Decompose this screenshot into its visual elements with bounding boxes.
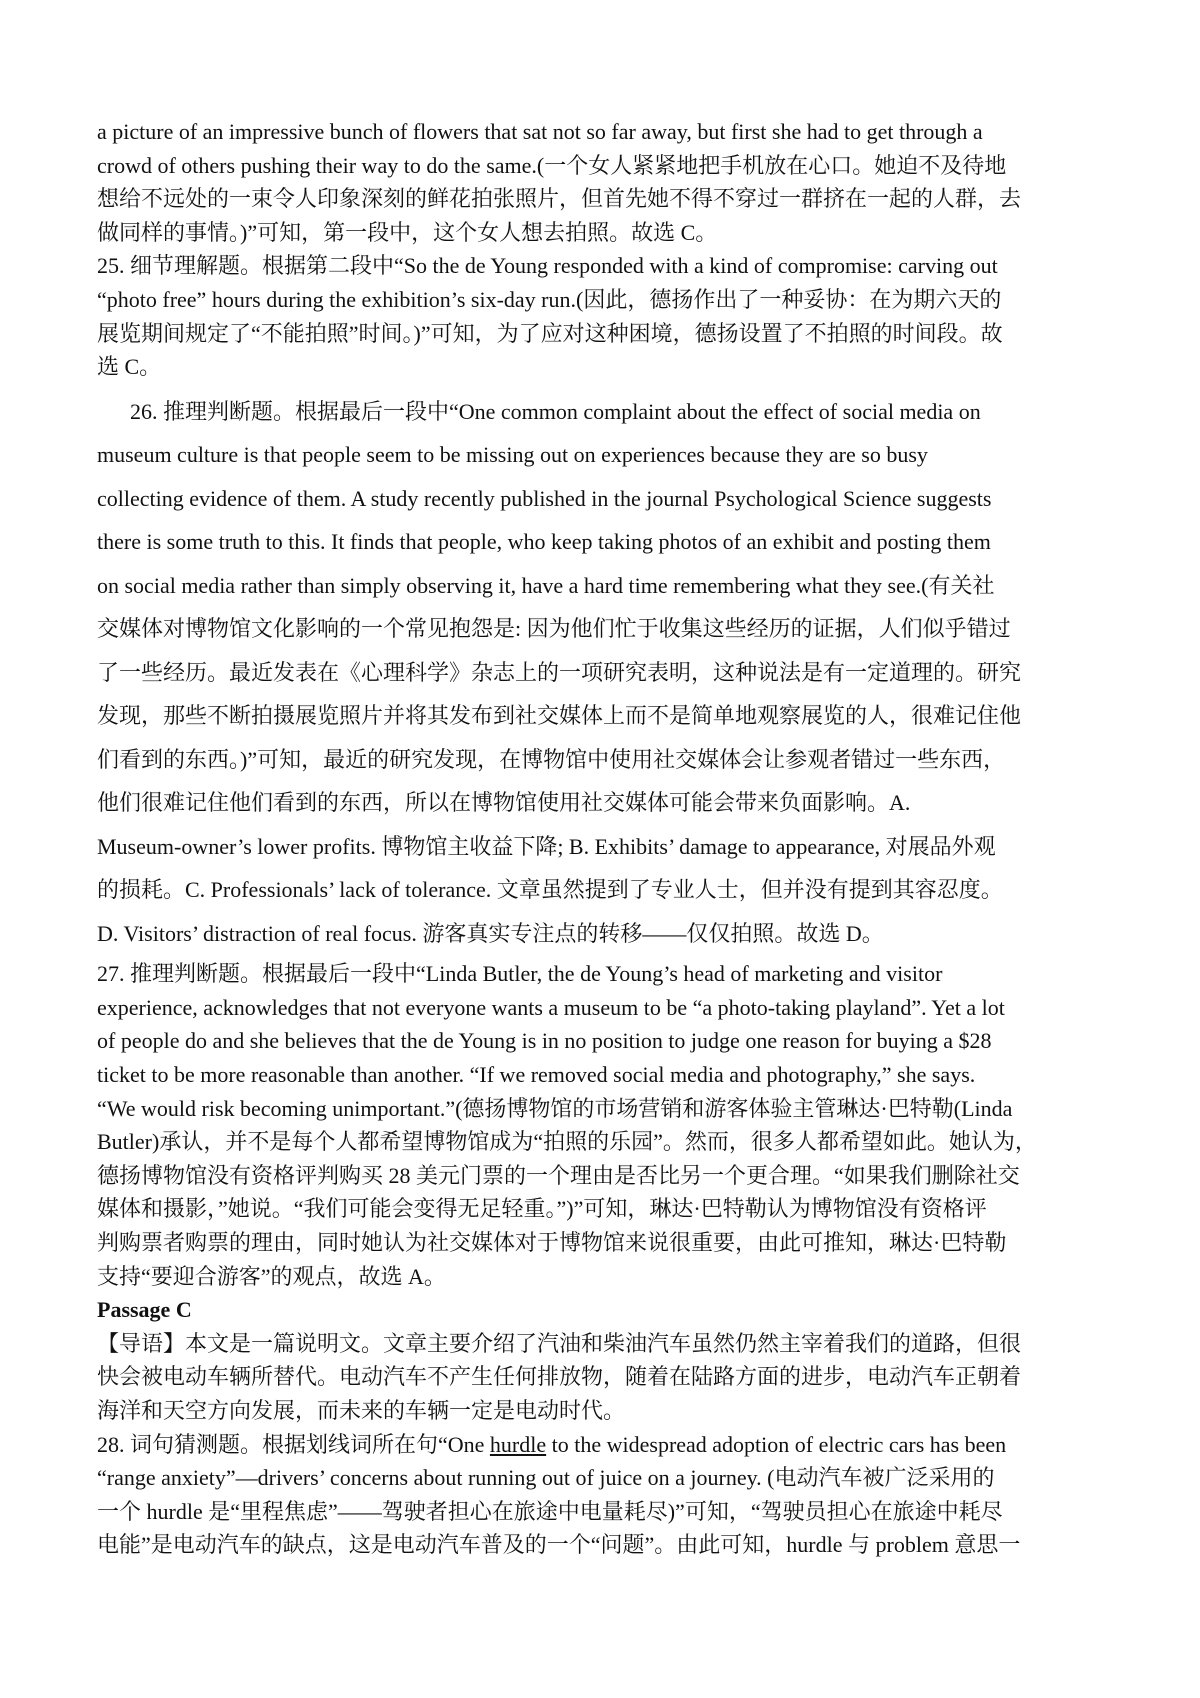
text-line: D. Visitors’ distraction of real focus. 游客真实专注点的转移——仅仅拍照。故选 D。 xyxy=(97,920,884,946)
q26-explanation xyxy=(97,390,1107,956)
text-line: 26. 推理判断题。根据最后一段中“One common complaint about the effect of social media on xyxy=(130,398,981,424)
text-line: 展览期间规定了“不能拍照”时间。)”可知，为了应对这种困境，德扬设置了不拍照的时间段。故 xyxy=(97,320,1003,346)
underlined-word-hurdle: hurdle xyxy=(489,1431,547,1457)
answer-explanation-page xyxy=(97,115,1107,1562)
text-line: 德扬博物馆没有资格评判购买 28 美元门票的一个理由是否比另一个更合理。“如果我们删除社交 xyxy=(97,1162,1020,1188)
text-line: 支持“要迎合游客”的观点，故选 A。 xyxy=(97,1263,446,1289)
text-line: collecting evidence of them. A study recently published in the journal Psychological Science suggests xyxy=(97,485,992,511)
text-line: 们看到的东西。)”可知，最近的研究发现，在博物馆中使用社交媒体会让参观者错过一些东西， xyxy=(97,746,1006,772)
q28-explanation xyxy=(97,1428,1107,1562)
text-line: 27. 推理判断题。根据最后一段中“Linda Butler, the de Young’s head of marketing and visitor xyxy=(97,961,943,987)
q28-prefix: 28. 词句猜测题。根据划线词所在句“One xyxy=(97,1431,490,1457)
text-line: 【导语】本文是一篇说明文。文章主要介绍了汽油和柴油汽车虽然仍然主宰着我们的道路，但很 xyxy=(97,1330,1022,1356)
text-line: on social media rather than simply observing it, have a hard time remembering what they see.(有关社 xyxy=(97,572,995,598)
text-line: a picture of an impressive bunch of flowers that sat not so far away, but first she had to get through a xyxy=(97,119,983,144)
text-line: 想给不远处的一束令人印象深刻的鲜花拍张照片，但首先她不得不穿过一群挤在一起的人群，去 xyxy=(97,186,1022,212)
text-line: there is some truth to this. It finds that people, who keep taking photos of an exhibit and posting them xyxy=(97,529,991,555)
text-line: 25. 细节理解题。根据第二段中“So the de Young responded with a kind of compromise: carving out xyxy=(97,253,998,279)
text-line: museum culture is that people seem to be missing out on experiences because they are so busy xyxy=(97,442,928,468)
text-line: 快会被电动车辆所替代。电动汽车不产生任何排放物，随着在陆路方面的进步，电动汽车正朝着 xyxy=(97,1364,1022,1390)
text-line xyxy=(97,1428,1107,1462)
q27-explanation xyxy=(97,957,1107,1293)
text-line: 的损耗。C. Professionals’ lack of tolerance. 文章虽然提到了专业人士，但并没有提到其容忍度。 xyxy=(97,877,1003,903)
text-line: “range anxiety”—drivers’ concerns about running out of juice on a journey. (电动汽车被广泛采用的 xyxy=(97,1465,995,1491)
text-line: “We would risk becoming unimportant.”(德扬博物馆的市场营销和游客体验主管琳达·巴特勒(Linda xyxy=(97,1095,1013,1121)
text-line: crowd of others pushing their way to do the same.(一个女人紧紧地把手机放在心口。她迫不及待地 xyxy=(97,152,1007,178)
text-line: 做同样的事情。)”可知，第一段中，这个女人想去拍照。故选 C。 xyxy=(97,219,718,245)
text-line: Butler)承认，并不是每个人都希望博物馆成为“拍照的乐园”。然而，很多人都希望如此。她认为， xyxy=(97,1129,1037,1155)
text-line: 选 C。 xyxy=(97,354,162,380)
passage-c-heading: Passage C xyxy=(97,1297,192,1323)
text-line: 判购票者购票的理由，同时她认为社交媒体对于博物馆来说很重要，由此可推知，琳达·巴特勒 xyxy=(97,1230,1007,1255)
text-line: of people do and she believes that the de Young is in no position to judge one reason for buying a $28 xyxy=(97,1028,992,1054)
text-line: 发现，那些不断拍摄展览照片并将其发布到社交媒体上而不是简单地观察展览的人，很难记住他 xyxy=(97,703,1022,729)
q25-explanation xyxy=(97,249,1107,383)
text-line: experience, acknowledges that not everyone wants a museum to be “a photo-taking playland”. Yet a lot xyxy=(97,994,1005,1020)
text-line: 交媒体对博物馆文化影响的一个常见抱怨是: 因为他们忙于收集这些经历的证据，人们似乎错过 xyxy=(97,616,1011,642)
text-line: 电能”是电动汽车的缺点，这是电动汽车普及的一个“问题”。由此可知，hurdle 与 problem 意思一 xyxy=(97,1532,1021,1558)
q24-explanation-tail xyxy=(97,115,1107,249)
passage-c-intro xyxy=(97,1327,1107,1428)
text-line: 了一些经历。最近发表在《心理科学》杂志上的一项研究表明，这种说法是有一定道理的。研究 xyxy=(97,659,1022,685)
q28-suffix: to the widespread adoption of electric cars has been xyxy=(546,1431,1007,1457)
text-line: 一个 hurdle 是“里程焦虑”——驾驶者担心在旅途中电量耗尽)”可知，“驾驶员担心在旅途中耗尽 xyxy=(97,1498,1003,1524)
text-line: 媒体和摄影，”她说。“我们可能会变得无足轻重。”)”可知，琳达·巴特勒认为博物馆没有资格评 xyxy=(97,1196,987,1222)
text-line: 海洋和天空方向发展，而未来的车辆一定是电动时代。 xyxy=(97,1397,626,1423)
text-line: 他们很难记住他们看到的东西，所以在博物馆使用社交媒体可能会带来负面影响。A. xyxy=(97,790,911,816)
text-line: Museum-owner’s lower profits. 博物馆主收益下降; B. Exhibits’ damage to appearance, 对展品外观 xyxy=(97,833,996,859)
text-line: ticket to be more reasonable than another. “If we removed social media and photography,” she says. xyxy=(97,1062,976,1088)
text-line: “photo free” hours during the exhibition’s six-day run.(因此，德扬作出了一种妥协：在为期六天的 xyxy=(97,286,1002,312)
